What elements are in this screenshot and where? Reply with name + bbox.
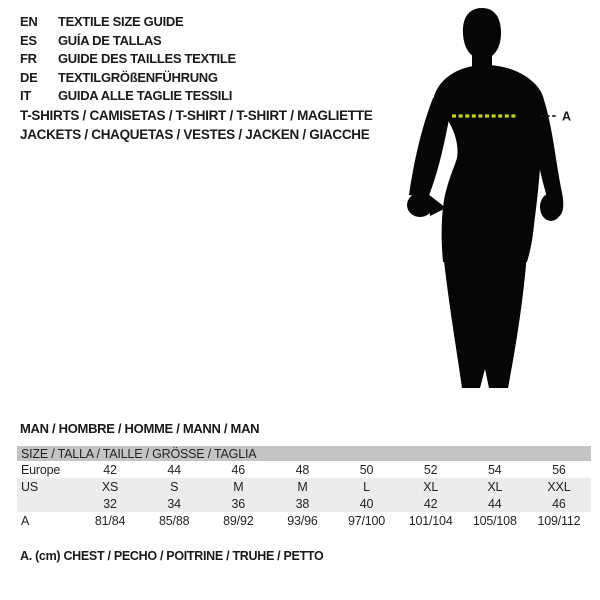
size-cell: 93/96	[287, 513, 318, 528]
size-cell: 38	[270, 495, 334, 512]
legs-shape	[443, 252, 527, 388]
category-jackets: JACKETS / CHAQUETAS / VESTES / JACKEN / GIACCHE	[20, 126, 370, 142]
size-cell: 56	[552, 462, 566, 477]
size-cell: 44	[167, 462, 181, 477]
size-cell: 89/92	[223, 513, 254, 528]
language-row-it	[20, 87, 236, 106]
man-silhouette-figure	[375, 6, 580, 396]
language-row-en	[20, 13, 236, 32]
left-arm-shape	[409, 98, 452, 198]
size-cell: 50	[359, 462, 374, 477]
row-label	[17, 495, 78, 512]
language-label: GUIDA ALLE TAGLIE TESSILI	[58, 88, 233, 104]
garment-categories	[20, 107, 372, 144]
size-cell: 42	[399, 495, 463, 512]
size-cell: S	[142, 478, 206, 495]
language-label: TEXTILE SIZE GUIDE	[58, 14, 184, 29]
language-code: ES	[20, 32, 37, 48]
size-cell: 105/108	[472, 513, 517, 528]
size-table	[17, 446, 591, 529]
row-label: Europe	[21, 462, 61, 477]
size-cell: 36	[206, 495, 270, 512]
size-cell: M	[206, 478, 270, 495]
size-cell: 48	[295, 462, 310, 477]
size-cell: 101/104	[408, 513, 453, 528]
language-row-fr	[20, 50, 236, 69]
category-tshirts: T-SHIRTS / CAMISETAS / T-SHIRT / T-SHIRT / MAGLIETTE	[20, 108, 373, 123]
size-cell: M	[270, 478, 334, 495]
size-cell: L	[335, 478, 399, 495]
man-silhouette-svg	[375, 6, 580, 396]
right-hand-shape	[540, 193, 562, 221]
size-cell: 81/84	[94, 513, 126, 528]
language-row-de	[20, 69, 236, 88]
size-cell: 52	[423, 462, 438, 477]
size-cell: 40	[335, 495, 399, 512]
language-label: TEXTILGRÖßENFÜHRUNG	[58, 69, 218, 85]
size-cell: XL	[463, 478, 527, 495]
size-cell: XS	[78, 478, 142, 495]
size-cell: 44	[463, 495, 527, 512]
size-cell: 54	[488, 462, 502, 477]
size-row-chest-a	[17, 512, 591, 529]
size-cell: XL	[399, 478, 463, 495]
language-code: EN	[20, 14, 38, 29]
size-row-us	[17, 478, 591, 495]
language-label: GUIDE DES TAILLES TEXTILE	[58, 51, 236, 67]
size-cell: 85/88	[159, 513, 190, 528]
language-code: DE	[20, 69, 38, 85]
size-row-alt	[17, 495, 591, 512]
language-row-es	[20, 32, 236, 51]
man-silhouette	[407, 8, 563, 388]
language-code: IT	[20, 88, 31, 104]
size-cell: 109/112	[537, 513, 581, 528]
size-table-header-row	[17, 446, 591, 461]
language-list	[20, 13, 236, 106]
torso-shape	[433, 65, 544, 262]
language-label: GUÍA DE TALLAS	[58, 32, 162, 48]
size-cell: 32	[78, 495, 142, 512]
size-cell: 34	[142, 495, 206, 512]
size-cell: 97/100	[348, 513, 386, 528]
size-cell: XXL	[527, 478, 591, 495]
size-cell: 46	[231, 462, 246, 477]
row-label: US	[17, 478, 78, 495]
row-label: A	[21, 513, 30, 528]
size-row-europe	[17, 461, 591, 478]
language-code: FR	[20, 51, 37, 67]
measurement-footnote: A. (cm) CHEST / PECHO / POITRINE / TRUHE / PETTO	[20, 549, 324, 563]
measure-label-a: A	[562, 109, 572, 124]
size-table-header: SIZE / TALLA / TAILLE / GRÖSSE / TAGLIA	[17, 446, 591, 461]
size-cell: 46	[527, 495, 591, 512]
size-cell: 42	[103, 462, 117, 477]
section-title-man: MAN / HOMBRE / HOMME / MANN / MAN	[20, 421, 260, 436]
